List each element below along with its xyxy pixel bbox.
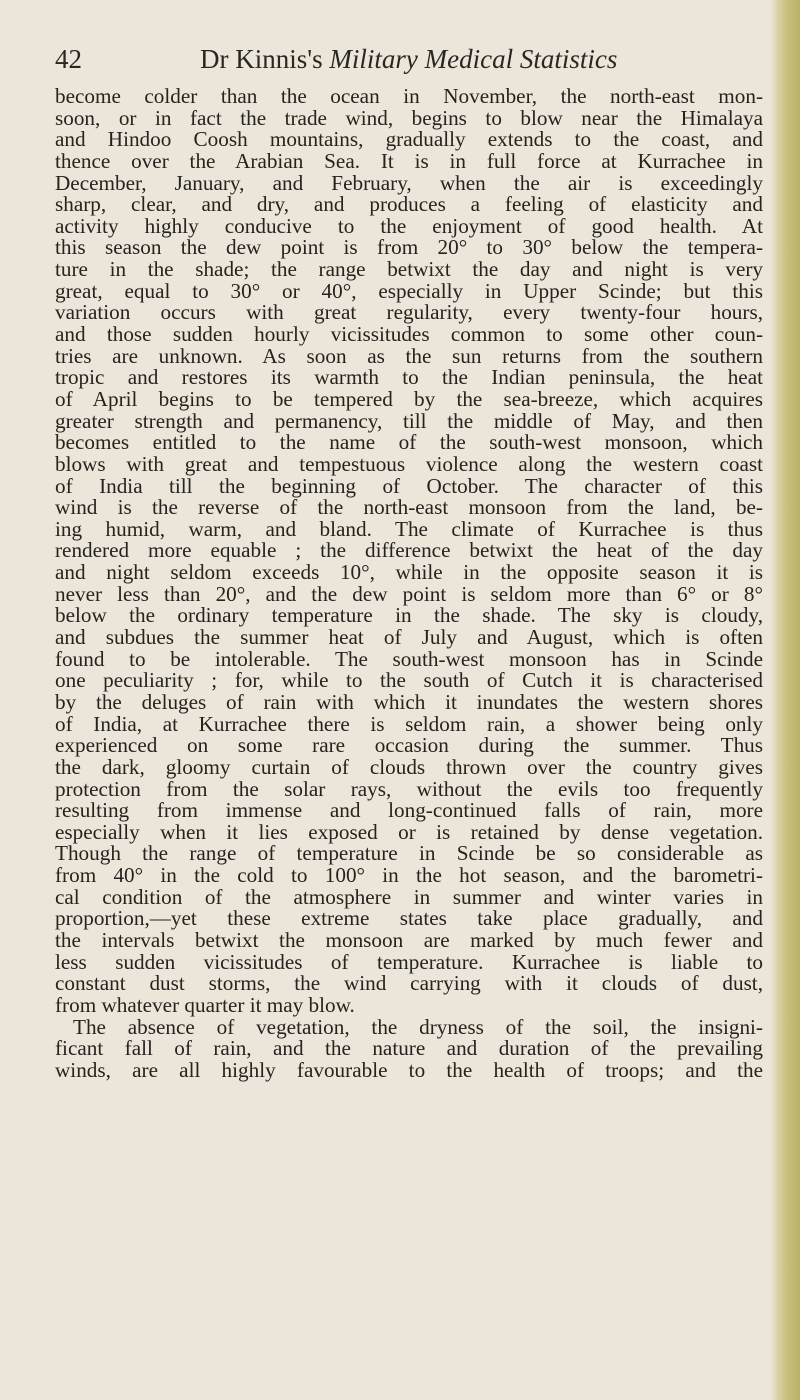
text-line: wind is the reverse of the north-east monsoon from the land, be- bbox=[55, 495, 763, 520]
text-line: great, equal to 30° or 40°, especially in Upper Scinde; but this bbox=[55, 278, 763, 303]
page-edge bbox=[770, 0, 800, 1400]
text-line: tries are unknown. As soon as the sun returns from the southern bbox=[55, 343, 763, 368]
text-line: thence over the Arabian Sea. It is in full force at Kurrachee in bbox=[55, 148, 763, 173]
running-title bbox=[200, 44, 617, 75]
text-line: sharp, clear, and dry, and produces a feeling of elasticity and bbox=[55, 192, 763, 217]
text-line: the intervals betwixt the monsoon are marked by much fewer and bbox=[55, 927, 763, 952]
text-line: of India, at Kurrachee there is seldom rain, a shower being only bbox=[55, 711, 763, 736]
text-line: and subdues the summer heat of July and August, which is often bbox=[55, 625, 763, 650]
running-head bbox=[55, 40, 755, 80]
text-line: below the ordinary temperature in the shade. The sky is cloudy, bbox=[55, 603, 763, 628]
text-line: soon, or in fact the trade wind, begins to blow near the Himalaya bbox=[55, 105, 763, 130]
text-line: cal condition of the atmosphere in summer and winter varies in bbox=[55, 884, 763, 909]
text-line: by the deluges of rain with which it inundates the western shores bbox=[55, 689, 763, 714]
text-line: found to be intolerable. The south-west monsoon has in Scinde bbox=[55, 646, 763, 671]
text-line: variation occurs with great regularity, every twenty-four hours, bbox=[55, 300, 763, 325]
text-line: less sudden vicissitudes of temperature. Kurrachee is liable to bbox=[55, 949, 763, 974]
text-line: protection from the solar rays, without the evils too frequently bbox=[55, 776, 763, 801]
text-line: from 40° in the cold to 100° in the hot season, and the barometri- bbox=[55, 863, 763, 888]
text-line: the dark, gloomy curtain of clouds thrown over the country gives bbox=[55, 754, 763, 779]
text-line: December, January, and February, when the air is exceedingly bbox=[55, 170, 763, 195]
running-title-work: Military Medical Statistics bbox=[329, 44, 618, 74]
text-line: and Hindoo Coosh mountains, gradually extends to the coast, and bbox=[55, 127, 763, 152]
text-line: tropic and restores its warmth to the Indian peninsula, the heat bbox=[55, 365, 763, 390]
text-line: become colder than the ocean in November, the north-east mon- bbox=[55, 84, 763, 108]
text-line: activity highly conducive to the enjoyment of good health. At bbox=[55, 213, 763, 238]
text-line: experienced on some rare occasion during the summer. Thus bbox=[55, 733, 763, 758]
text-line: of India till the beginning of October. The character of this bbox=[55, 473, 763, 498]
text-line-paragraph-start: The absence of vegetation, the dryness of the soil, the insigni- bbox=[73, 1014, 763, 1039]
text-line: of April begins to be tempered by the sea-breeze, which acquires bbox=[55, 386, 763, 411]
text-line: proportion,—yet these extreme states take place gradually, and bbox=[55, 906, 763, 931]
running-title-author: Dr Kinnis's bbox=[200, 44, 323, 74]
text-line: rendered more equable ; the difference betwixt the heat of the day bbox=[55, 538, 763, 563]
text-line: never less than 20°, and the dew point is seldom more than 6° or 8° bbox=[55, 581, 763, 606]
text-line: becomes entitled to the name of the south-west monsoon, which bbox=[55, 430, 763, 455]
text-line: resulting from immense and long-continued falls of rain, more bbox=[55, 798, 763, 823]
text-line: ficant fall of rain, and the nature and duration of the prevailing bbox=[55, 1036, 763, 1061]
text-line-paragraph-end: from whatever quarter it may blow. bbox=[55, 992, 355, 1017]
text-line: constant dust storms, the wind carrying with it clouds of dust, bbox=[55, 971, 763, 996]
text-line: ture in the shade; the range betwixt the day and night is very bbox=[55, 257, 763, 282]
text-line: Though the range of temperature in Scinde be so considerable as bbox=[55, 841, 763, 866]
text-line: especially when it lies exposed or is retained by dense vegetation. bbox=[55, 819, 763, 844]
text-line: greater strength and permanency, till the middle of May, and then bbox=[55, 408, 763, 433]
body-text bbox=[55, 86, 763, 1081]
page-number: 42 bbox=[55, 44, 82, 74]
text-line: and night seldom exceeds 10°, while in the opposite season it is bbox=[55, 560, 763, 585]
text-line: this season the dew point is from 20° to 30° below the tempera- bbox=[55, 235, 763, 260]
text-line: blows with great and tempestuous violence along the western coast bbox=[55, 451, 763, 476]
text-line: ing humid, warm, and bland. The climate of Kurrachee is thus bbox=[55, 516, 763, 541]
text-line: winds, are all highly favourable to the health of troops; and the bbox=[55, 1057, 763, 1082]
text-line: one peculiarity ; for, while to the south of Cutch it is characterised bbox=[55, 668, 763, 693]
text-line: and those sudden hourly vicissitudes common to some other coun- bbox=[55, 322, 763, 347]
